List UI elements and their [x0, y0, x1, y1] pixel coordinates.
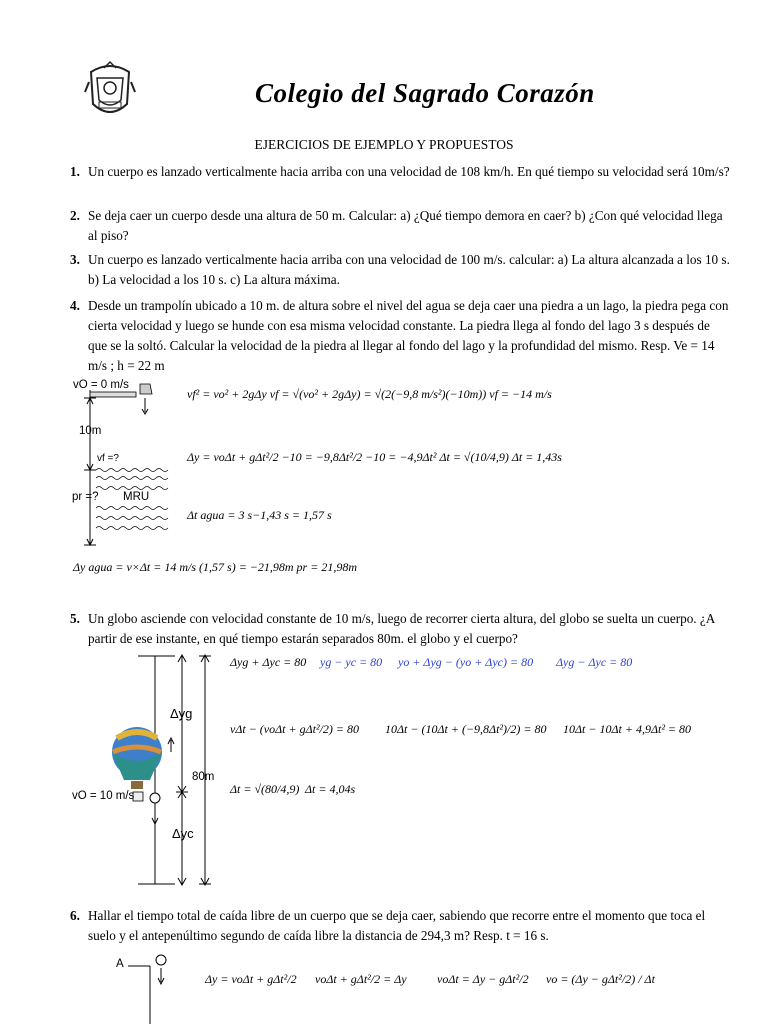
body-displacement-label: Δyc — [172, 826, 194, 841]
problem-text: Desde un trampolín ubicado a 10 m. de altura sobre el nivel del agua se deja caer una piedra a un lago, la piedra pega con cierta velocidad y luego se hunde con esa misma velocidad constante. La piedra llega al fondo del lago 3 s después de que se la soltó. Calcular la velocidad de la piedra al llegar al fondo del lago y la profundidad del mismo. Resp. Ve = 14 m/s ; h = 22 m — [88, 298, 729, 373]
final-velocity-label: vf =? — [97, 453, 119, 464]
equation-fall-time: Δy = voΔt + gΔt²/2 −10 = −9,8Δt²/2 −10 = −4,9Δt² Δt = √(10/4,9) Δt = 1,43s — [187, 450, 562, 464]
equation-difference: Δyg − Δyc = 80 — [556, 655, 633, 669]
equation-simplified: 10Δt − 10Δt + 4,9Δt² = 80 — [563, 722, 692, 736]
equation-time-result: Δt = 4,04s — [305, 782, 356, 796]
height-label: 10m — [79, 425, 102, 437]
balloon-velocity-label: vO = 10 m/s — [72, 790, 135, 802]
problem-1 — [70, 162, 730, 182]
problem-4 — [70, 296, 730, 376]
balloon-diagram — [112, 655, 211, 885]
problem-text: Hallar el tiempo total de caída libre de un cuerpo que se deja caer, sabiendo que recorre entre el momento que toca el suelo y el antepenúltimo segundo de caída libre la distancia de 294,3 m? Resp. t = 16 s. — [88, 908, 706, 943]
equation-vo-dt: voΔt = Δy − gΔt²/2 — [437, 972, 529, 986]
equation-substitution: vΔt − (voΔt + gΔt²/2) = 80 — [230, 722, 359, 736]
page-subtitle: EJERCICIOS DE EJEMPLO Y PROPUESTOS — [254, 137, 514, 152]
problem-text: Un cuerpo es lanzado verticalmente hacia arriba con una velocidad de 108 km/h. En qué tiempo su velocidad será 10m/s? — [88, 164, 730, 179]
equation-final-velocity: vf² = vo² + 2gΔy vf = √(vo² + 2gΔy) = √(2(−9,8 m/s²)(−10m)) vf = −14 m/s — [187, 387, 552, 401]
distance-label: 80m — [192, 771, 215, 783]
problem-number: 3. — [70, 252, 80, 267]
school-name: Colegio del Sagrado Corazón — [255, 78, 595, 108]
point-a-label: A — [116, 958, 124, 970]
problem-2 — [70, 206, 730, 246]
problem-6 — [70, 906, 730, 946]
trampoline-diagram — [84, 384, 168, 545]
equation-rearranged: voΔt + gΔt²/2 = Δy — [315, 972, 407, 986]
problem-3 — [70, 250, 730, 290]
depth-label: pr =? — [72, 491, 99, 503]
equation-sum: Δyg + Δyc = 80 — [230, 655, 307, 669]
problem-text: Un globo asciende con velocidad constante de 10 m/s, luego de recorrer cierta altura, del globo se suelta un cuerpo. ¿A partir de ese instante, en qué tiempo estarán separados 80m. el globo y el cuerpo? — [88, 611, 715, 646]
equation-numeric: 10Δt − (10Δt + (−9,8Δt²)/2) = 80 — [385, 722, 547, 736]
problem-number: 2. — [70, 208, 80, 223]
problem-number: 5. — [70, 611, 80, 626]
free-fall-diagram — [128, 955, 166, 1024]
equation-positions: yg − yc = 80 — [320, 655, 383, 669]
problem-text: Se deja caer un cuerpo desde una altura de 50 m. Calcular: a) ¿Qué tiempo demora en caer? b) ¿Con qué velocidad llega al piso? — [88, 208, 723, 243]
problem-number: 1. — [70, 164, 80, 179]
problem-text: Un cuerpo es lanzado verticalmente hacia arriba con una velocidad de 100 m/s. calcular: a) La altura alcanzada a los 10 s. b) La velocidad a los 10 s. c) La altura máxima. — [88, 252, 730, 287]
initial-velocity-label: vO = 0 m/s — [73, 379, 129, 391]
mru-label: MRU — [123, 491, 150, 503]
equation-displacement: Δy = voΔt + gΔt²/2 — [205, 972, 297, 986]
equation-time-root: Δt = √(80/4,9) — [230, 782, 300, 796]
equation-vo: vo = (Δy − gΔt²/2) / Δt — [546, 972, 655, 986]
equation-depth: Δy agua = v×Δt = 14 m/s (1,57 s) = −21,98m pr = 21,98m — [73, 560, 357, 574]
problem-5 — [70, 609, 730, 649]
school-crest-icon — [85, 62, 135, 112]
problem-number: 6. — [70, 908, 80, 923]
problem-number: 4. — [70, 298, 80, 313]
equation-water-time: Δt agua = 3 s−1,43 s = 1,57 s — [187, 508, 332, 522]
balloon-displacement-label: Δyg — [170, 706, 193, 721]
equation-expanded: yo + Δyg − (yo + Δyc) = 80 — [398, 655, 534, 669]
